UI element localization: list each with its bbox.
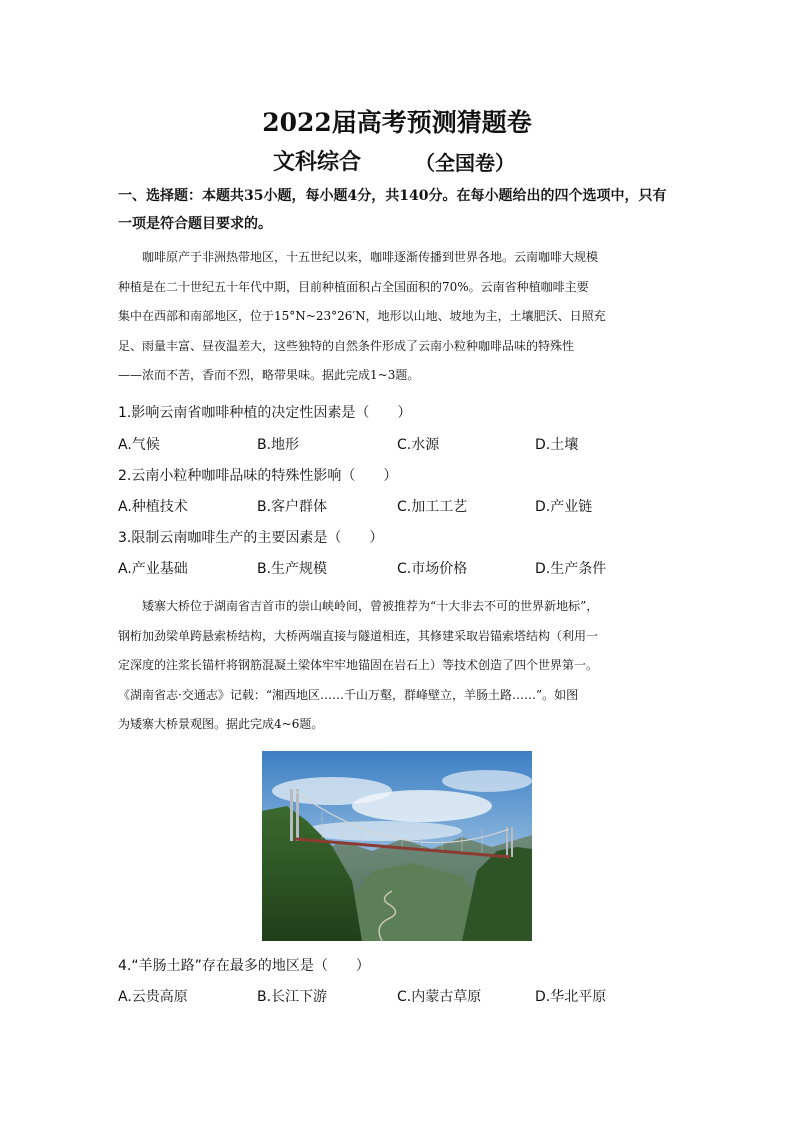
question-1-option-c[interactable]: C.水源	[397, 437, 440, 453]
bridge-photo	[262, 751, 532, 941]
question-4-option-b[interactable]: B.长江下游	[257, 989, 328, 1005]
question-3-option-b[interactable]: B.生产规模	[257, 561, 328, 577]
exam-scope-tag: （全国卷）	[415, 151, 515, 175]
question-2-stem: 2.云南小粒种咖啡品味的特殊性影响（ ）	[118, 468, 398, 484]
question-3-option-d[interactable]: D.生产条件	[535, 561, 607, 577]
question-4-stem: 4.“羊肠土路”存在最多的地区是（ ）	[118, 958, 370, 974]
question-4-option-d[interactable]: D.华北平原	[535, 989, 607, 1005]
passage-bridge	[118, 592, 678, 740]
passage-line: 钢桁加劲梁单跨悬索桥结构，大桥两端直接与隧道相连，其修建采取岩锚索塔结构（利用一	[118, 628, 599, 643]
question-2-option-a[interactable]: A.种植技术	[118, 499, 188, 515]
passage-line: 定深度的注浆长锚杆将钢筋混凝土梁体牢牢地锚固在岩石上）等技术创造了四个世界第一。	[118, 658, 599, 672]
passage-line: 种植是在二十世纪五十年代中期，目前种植面积占全国面积的70%。云南省种植咖啡主要	[118, 279, 589, 294]
passage-line: 《湖南省志·交通志》记载：“湘西地区……千山万壑，群峰壁立，羊肠土路……”。如图	[118, 687, 579, 702]
question-1-option-a[interactable]: A.气候	[118, 437, 160, 453]
passage-line: 咖啡原产于非洲热带地区，十五世纪以来，咖啡逐渐传播到世界各地。云南咖啡大规模	[142, 250, 599, 264]
section-heading-line: 一项是符合题目要求的。	[118, 216, 272, 232]
question-3-option-a[interactable]: A.产业基础	[118, 561, 188, 577]
passage-line: 为矮寨大桥景观图。据此完成4~6题。	[118, 717, 324, 731]
question-3-stem: 3.限制云南咖啡生产的主要因素是（ ）	[118, 530, 384, 546]
question-1-stem: 1.影响云南省咖啡种植的决定性因素是（ ）	[118, 405, 412, 421]
question-2-option-b[interactable]: B.客户群体	[257, 499, 328, 515]
section-heading	[118, 182, 678, 238]
passage-line: 集中在西部和南部地区，位于15°N~23°26′N，地形以山地、坡地为主，土壤肥沃、日照充	[118, 309, 606, 323]
question-2-option-d[interactable]: D.产业链	[535, 499, 593, 515]
exam-title: 2022届高考预测猜题卷	[262, 108, 532, 137]
passage-line: 矮寨大桥位于湖南省吉首市的崇山峡岭间，曾被推荐为“十大非去不可的世界新地标”，	[142, 599, 599, 613]
question-2-option-c[interactable]: C.加工工艺	[397, 499, 468, 515]
passage-line: 足、雨量丰富、昼夜温差大，这些独特的自然条件形成了云南小粒种咖啡品味的特殊性	[118, 338, 575, 353]
section-heading-line: 一、选择题：本题共35小题，每小题4分，共140分。在每小题给出的四个选项中，只有	[118, 188, 667, 204]
question-3-option-c[interactable]: C.市场价格	[397, 561, 468, 577]
question-4-option-a[interactable]: A.云贵高原	[118, 989, 188, 1005]
passage-line: ——浓而不苦，香而不烈，略带果味。据此完成1~3题。	[118, 368, 420, 382]
question-1-option-b[interactable]: B.地形	[257, 437, 300, 453]
passage-coffee	[118, 243, 678, 391]
exam-subtitle: 文科综合	[273, 149, 362, 175]
question-1-option-d[interactable]: D.土壤	[535, 437, 579, 453]
question-4-option-c[interactable]: C.内蒙古草原	[397, 989, 482, 1005]
